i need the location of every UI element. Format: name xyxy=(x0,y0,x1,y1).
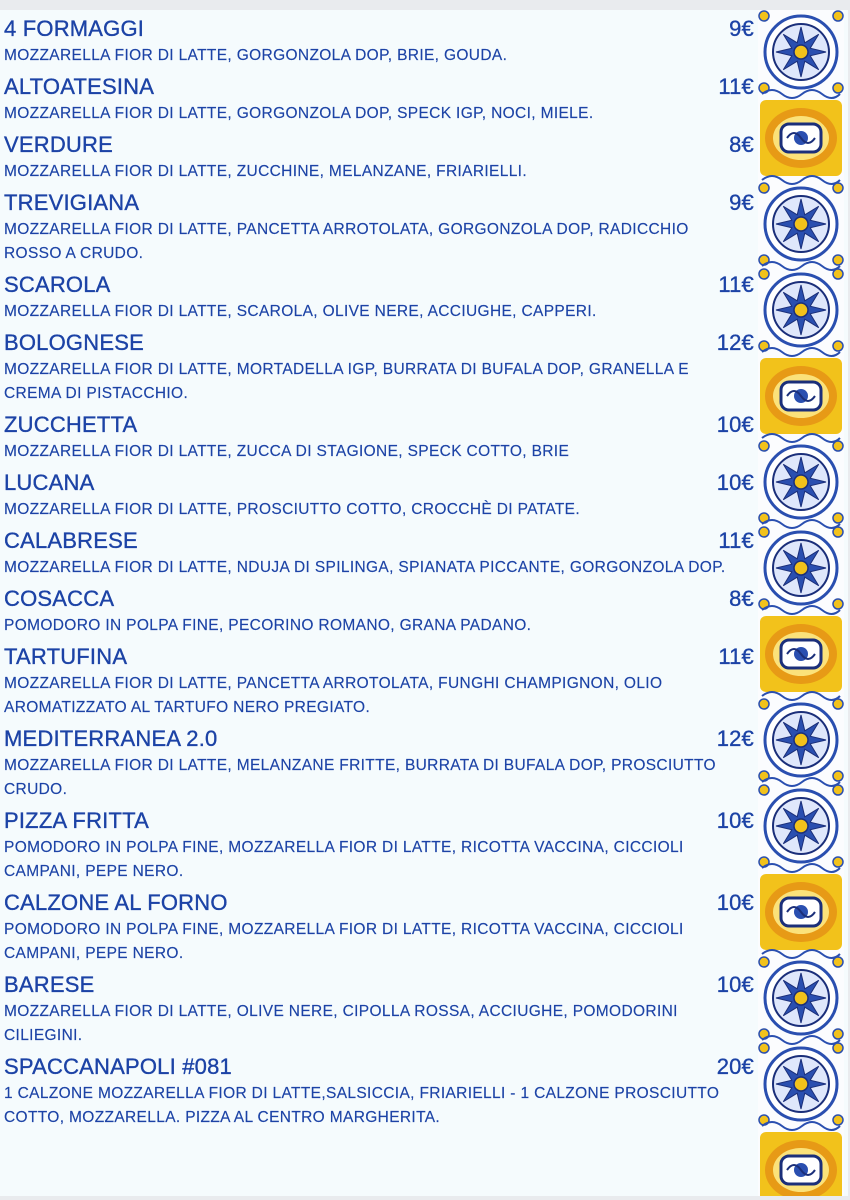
menu-item xyxy=(4,270,756,324)
star-tile-icon xyxy=(759,699,843,786)
menu-item xyxy=(4,468,756,522)
star-tile-icon xyxy=(759,183,843,270)
menu-item xyxy=(4,526,756,580)
star-tile-icon xyxy=(759,527,843,614)
menu-item-header xyxy=(4,188,756,218)
pizza-price: 8€ xyxy=(729,132,754,157)
pizza-ingredients: POMODORO IN POLPA FINE, PECORINO ROMANO, GRANA PADANO. xyxy=(4,617,532,634)
pizza-price: 8€ xyxy=(729,586,754,611)
pizza-price: 11€ xyxy=(718,528,754,553)
pizza-price: 9€ xyxy=(729,190,754,215)
tile-pattern-icon xyxy=(758,10,844,1196)
pizza-name: 4 FORMAGGI xyxy=(4,16,145,41)
pizza-name: SPACCANAPOLI #081 xyxy=(4,1054,232,1079)
pizza-ingredients: MOZZARELLA FIOR DI LATTE, OLIVE NERE, CIPOLLA ROSSA, ACCIUGHE, POMODORINI CILIEGINI. xyxy=(4,1003,678,1044)
star-tile-icon xyxy=(759,441,843,528)
pizza-name: LUCANA xyxy=(4,470,95,495)
menu-item xyxy=(4,1052,756,1130)
pizza-price: 12€ xyxy=(716,726,754,751)
menu-item-header xyxy=(4,1052,756,1082)
pizza-name: CALABRESE xyxy=(4,528,138,553)
pizza-price: 10€ xyxy=(716,972,754,997)
pizza-name: BARESE xyxy=(4,972,95,997)
pizza-ingredients: MOZZARELLA FIOR DI LATTE, PANCETTA ARROTOLATA, FUNGHI CHAMPIGNON, OLIO AROMATIZZATO AL TARTUFO NERO PREGIATO. xyxy=(4,675,663,716)
majolica-tile-strip-icon xyxy=(758,10,844,1196)
pizza-price: 10€ xyxy=(716,470,754,495)
menu-item xyxy=(4,188,756,266)
yellow-tile-icon xyxy=(760,358,842,442)
menu-item-header xyxy=(4,270,756,300)
menu-item xyxy=(4,72,756,126)
menu-item-header xyxy=(4,584,756,614)
menu-item-header xyxy=(4,642,756,672)
pizza-name: VERDURE xyxy=(4,132,113,157)
menu-item-header xyxy=(4,410,756,440)
pizza-ingredients: MOZZARELLA FIOR DI LATTE, GORGONZOLA DOP, SPECK IGP, NOCI, MIELE. xyxy=(4,105,594,122)
star-tile-icon xyxy=(759,957,843,1044)
menu-item-header xyxy=(4,468,756,498)
menu-item xyxy=(4,14,756,68)
pizza-name: COSACCA xyxy=(4,586,115,611)
menu-item xyxy=(4,584,756,638)
menu-item-header xyxy=(4,130,756,160)
pizza-name: TREVIGIANA xyxy=(4,190,140,215)
menu-item xyxy=(4,642,756,720)
pizza-ingredients: MOZZARELLA FIOR DI LATTE, PANCETTA ARROTOLATA, GORGONZOLA DOP, RADICCHIO ROSSO A CRUDO. xyxy=(4,221,689,262)
menu-item xyxy=(4,724,756,802)
pizza-price: 10€ xyxy=(716,412,754,437)
pizza-ingredients: POMODORO IN POLPA FINE, MOZZARELLA FIOR DI LATTE, RICOTTA VACCINA, CICCIOLI CAMPANI, PEPE NERO. xyxy=(4,839,684,880)
pizza-menu-list xyxy=(4,14,756,1134)
menu-item xyxy=(4,410,756,464)
star-tile-icon xyxy=(759,269,843,356)
menu-item-header xyxy=(4,14,756,44)
yellow-tile-icon xyxy=(760,874,842,958)
star-tile-icon xyxy=(759,11,843,98)
pizza-price: 10€ xyxy=(716,890,754,915)
pizza-price: 9€ xyxy=(729,16,754,41)
menu-item-header xyxy=(4,888,756,918)
menu-item xyxy=(4,970,756,1048)
pizza-price: 11€ xyxy=(718,644,754,669)
pizza-ingredients: MOZZARELLA FIOR DI LATTE, PROSCIUTTO COTTO, CROCCHÈ DI PATATE. xyxy=(4,501,581,518)
menu-item xyxy=(4,888,756,966)
pizza-name: MEDITERRANEA 2.0 xyxy=(4,726,218,751)
menu-item-header xyxy=(4,806,756,836)
menu-item xyxy=(4,328,756,406)
star-tile-icon xyxy=(759,785,843,872)
pizza-ingredients: MOZZARELLA FIOR DI LATTE, GORGONZOLA DOP, BRIE, GOUDA. xyxy=(4,47,508,64)
yellow-tile-icon xyxy=(760,100,842,184)
yellow-tile-icon xyxy=(760,616,842,700)
pizza-name: BOLOGNESE xyxy=(4,330,144,355)
pizza-ingredients: MOZZARELLA FIOR DI LATTE, SCAROLA, OLIVE NERE, ACCIUGHE, CAPPERI. xyxy=(4,303,597,320)
pizza-price: 10€ xyxy=(716,808,754,833)
pizza-name: PIZZA FRITTA xyxy=(4,808,149,833)
star-tile-icon xyxy=(759,1043,843,1130)
menu-item-header xyxy=(4,328,756,358)
pizza-price: 11€ xyxy=(718,272,754,297)
menu-item xyxy=(4,806,756,884)
menu-item xyxy=(4,130,756,184)
menu-item-header xyxy=(4,724,756,754)
pizza-price: 20€ xyxy=(716,1054,754,1079)
pizza-name: CALZONE AL FORNO xyxy=(4,890,228,915)
pizza-name: ZUCCHETTA xyxy=(4,412,138,437)
pizza-price: 12€ xyxy=(716,330,754,355)
menu-item-header xyxy=(4,970,756,1000)
pizza-ingredients: POMODORO IN POLPA FINE, MOZZARELLA FIOR DI LATTE, RICOTTA VACCINA, CICCIOLI CAMPANI, PEPE NERO. xyxy=(4,921,684,962)
menu-item-header xyxy=(4,526,756,556)
menu-item-header xyxy=(4,72,756,102)
pizza-ingredients: 1 CALZONE MOZZARELLA FIOR DI LATTE,SALSICCIA, FRIARIELLI - 1 CALZONE PROSCIUTTO COTTO, MOZZARELLA. PIZZA AL CENTRO MARGHERITA. xyxy=(4,1085,720,1126)
pizza-ingredients: MOZZARELLA FIOR DI LATTE, MELANZANE FRITTE, BURRATA DI BUFALA DOP, PROSCIUTTO CRUDO. xyxy=(4,757,716,798)
pizza-ingredients: MOZZARELLA FIOR DI LATTE, ZUCCA DI STAGIONE, SPECK COTTO, BRIE xyxy=(4,443,570,460)
pizza-name: SCAROLA xyxy=(4,272,111,297)
yellow-tile-icon xyxy=(760,1132,842,1196)
pizza-ingredients: MOZZARELLA FIOR DI LATTE, MORTADELLA IGP, BURRATA DI BUFALA DOP, GRANELLA E CREMA DI PISTACCHIO. xyxy=(4,361,689,402)
pizza-ingredients: MOZZARELLA FIOR DI LATTE, NDUJA DI SPILINGA, SPIANATA PICCANTE, GORGONZOLA DOP. xyxy=(4,559,726,576)
pizza-price: 11€ xyxy=(718,74,754,99)
pizza-name: TARTUFINA xyxy=(4,644,128,669)
pizza-ingredients: MOZZARELLA FIOR DI LATTE, ZUCCHINE, MELANZANE, FRIARIELLI. xyxy=(4,163,527,180)
pizza-name: ALTOATESINA xyxy=(4,74,155,99)
